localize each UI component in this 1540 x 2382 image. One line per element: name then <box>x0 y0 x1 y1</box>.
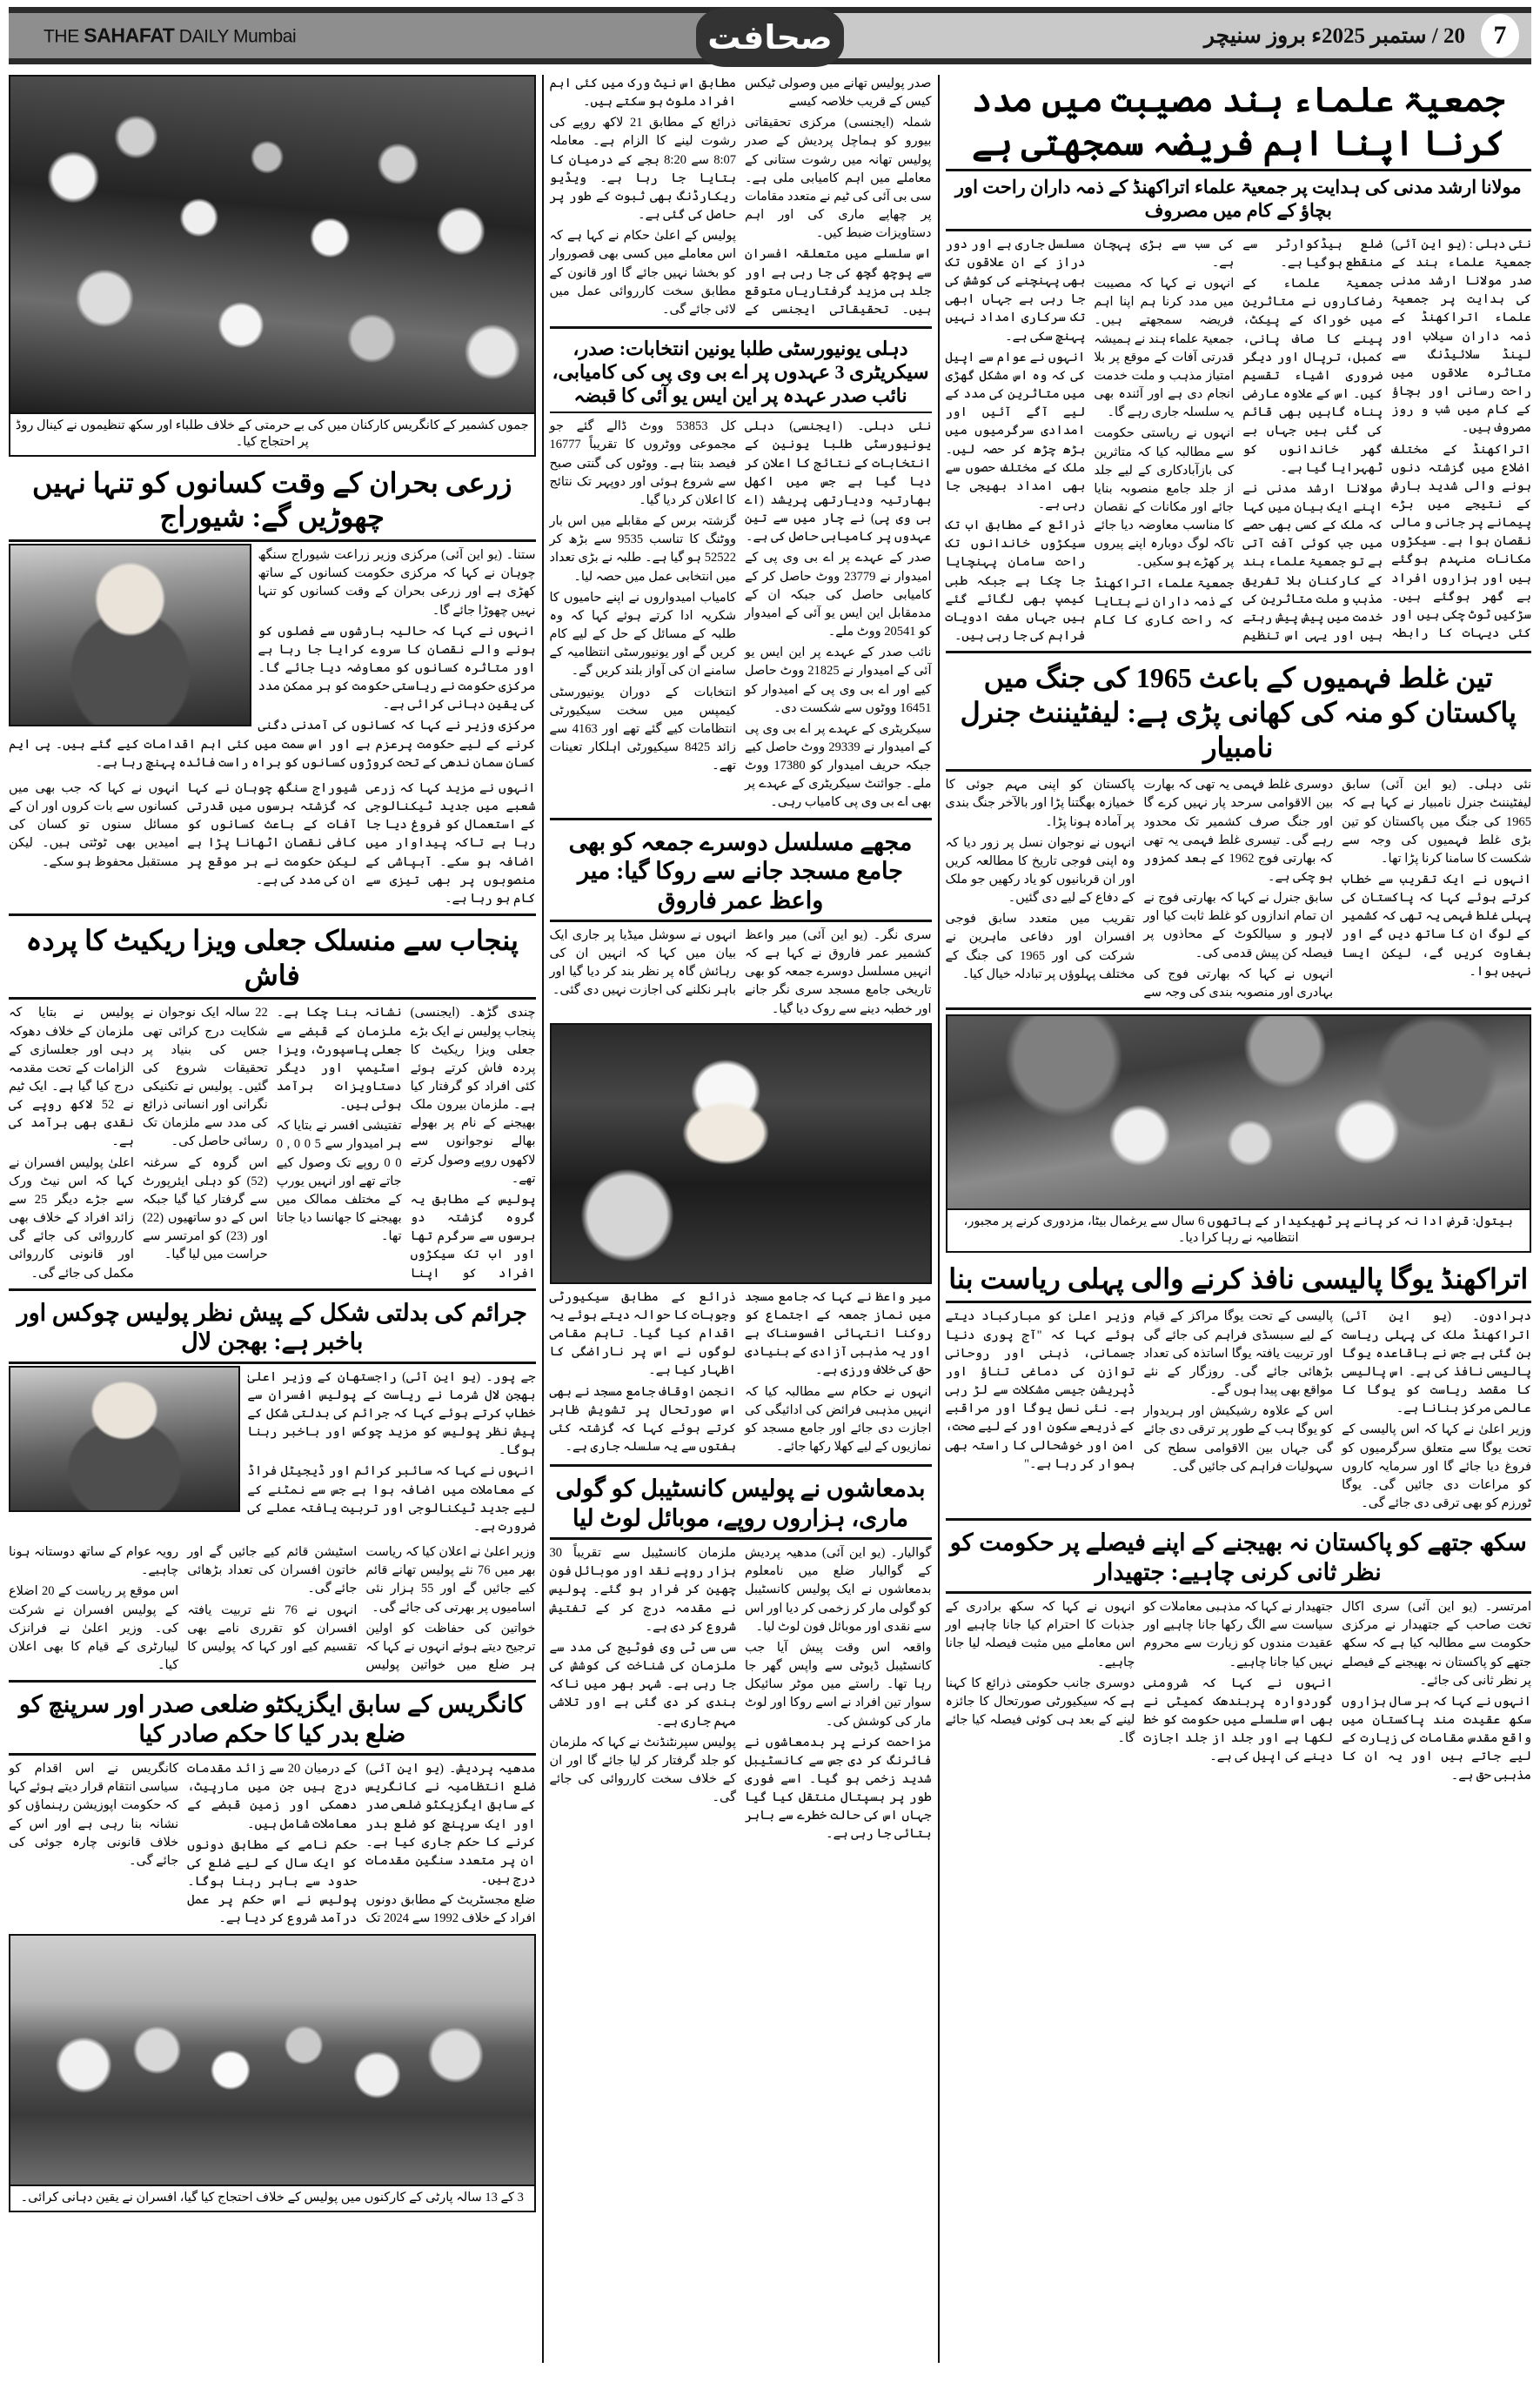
du-para: کامیاب امیدواروں نے اپنے حامیوں کا شکریہ ادا کرتے ہوئے کہا کہ وہ طلبہ کے مسائل کے حل کے لیے کام کریں گے اور یونیورسٹی انتظامیہ کے سامنے ان کی آواز بلند کریں گے۔ <box>549 590 736 679</box>
visa-para: 22 سالہ ایک نوجوان نے شکایت درج کرائی تھی جس کی بنیاد پر تحقیقات شروع کی گئیں۔ پولیس نے تکنیکی نگرانی اور انسانی ذرائع کی مدد سے ملزمان تک رسائی حاصل کی۔ <box>142 1006 268 1149</box>
protest-crowd-photo <box>9 75 536 414</box>
visa-para: تفتیشی افسر نے بتایا کہ ہر امیدوار سے 5 0 0 , 0 0 0 روپے تک وصول کیے جاتے تھے اور انہیں یورپ کے مختلف ممالک میں بھیجنے کا جھانسا دیا جاتا تھا۔ <box>276 1119 402 1244</box>
lead-para: اتراکھنڈ کے مختلف اضلاع میں گزشتہ دنوں ہونے والی شدید بارش کے نتیجے میں بڑے پیمانے پر جانی و مالی نقصان ہوا ہے۔ سیکڑوں مکانات منہدم ہوگئے ہیں اور ہزاروں افراد بے گھر ہوگئے ہیں۔ سڑکیں ٹوٹ چکی ہیں اور کئی دیہات کا رابطہ ضلع ہیڈکوارٹر سے منقطع ہوگیا ہے۔ <box>1242 237 1531 641</box>
shivraj-para: انہوں نے کہا کہ حالیہ بارشوں سے فصلوں کو ہونے والے نقصان کا سروے کرایا جا رہا ہے اور متاثرہ کسانوں کو معاوضہ دیا جائے گا۔ مرکزی حکومت نے ریاستی حکومت کو ہر ممکن مدد کی یقین دہانی کرائی ہے۔ <box>258 624 536 713</box>
mirwaiz-para: ذرائع کے مطابق سیکیورٹی وجوہات کا حوالہ دیتے ہوئے یہ اقدام کیا گیا۔ تاہم مقامی لوگوں نے اس پر ناراضگی کا اظہار کیا ہے۔ <box>549 1289 736 1378</box>
divider <box>9 1680 536 1683</box>
mirwaiz-para: انہوں نے سوشل میڈیا پر جاری ایک بیان میں کہا کہ انہیں ان کی رہائش گاہ پر نظر بند کر دیا گیا اور باہر نکلنے کی اجازت نہیں دی گئی۔ <box>549 928 736 998</box>
loot-para: گوالیار۔ (یو این آئی) مدھیہ پردیش کے گوالیار ضلع میں نامعلوم بدمعاشوں نے ایک پولیس کانسٹیبل کو گولی مار کر زخمی کر دیا اور اس سے نقدی اور موبائل فون لوٹ لیا۔ <box>745 1546 932 1634</box>
lead-para: جمعیۃ علماء اتراکھنڈ کے ذمہ داران نے بتایا کہ راحت کاری کا کام مسلسل جاری ہے اور دور دراز کے ان علاقوں تک بھی پہنچنے کی کوشش کی جا رہی ہے جہاں ابھی تک سرکاری امداد نہیں پہنچ سکی ہے۔ <box>945 237 1235 627</box>
sadar-para: شملہ (ایجنسی) مرکزی تحقیقاتی بیورو کو ہماچل پردیش کے صدر پولیس تھانہ میں رشوت ستانی کے معاملے میں اہم کامیابی ملی ہے۔ سی بی آئی کی ٹیم نے متعدد مقامات پر چھاپے ماری کی اور اہم دستاویزات ضبط کیں۔ <box>745 116 932 241</box>
sadar-para: اس سلسلے میں متعلقہ افسران سے پوچھ گچھ کی جا رہی ہے اور جلد ہی مزید گرفتاریاں متوقع ہیں۔ تحقیقاتی ایجنسی کے مطابق اس نیٹ ورک میں کئی اہم افراد ملوث ہو سکتے ہیں۔ <box>549 77 932 317</box>
du-para: صدر کے عہدے پر اے بی وی پی کے امیدوار نے 23779 ووٹ حاصل کر کے کامیابی حاصل کی جبکہ ان کے مدمقابل این ایس یو آئی کے امیدوار کو 20541 ووٹ ملے۔ <box>745 551 932 639</box>
lead-body <box>946 231 1532 646</box>
crime-para: اس موقع پر ریاست کے 20 اضلاع کے پولیس افسران نے شرکت کی۔ وزیر اعلیٰ نے فرانزک لیبارٹری کے قیام کا بھی اعلان کیا۔ <box>9 1584 179 1672</box>
divider <box>946 1007 1532 1010</box>
mirwaiz-headline: مجھے مسلسل دوسرے جمعہ کو بھی جامع مسجد جانے سے روکا گیا: میر واعظ عمر فاروق <box>550 825 932 922</box>
visa-para: اس گروہ کے سرغنہ (52) کو دہلی ایئرپورٹ سے گرفتار کیا گیا جبکہ اس کے دو ساتھیوں (22) اور (23) کو امرتسر سے حراست میں لیا گیا۔ <box>142 1155 268 1262</box>
masthead-right-panel <box>9 13 755 58</box>
nambiar-para: سابق جنرل نے کہا کہ بھارتی فوج نے ان تمام اندازوں کو غلط ثابت کیا اور لاہور و سیالکوٹ کے محاذوں پر فیصلہ کن پیش قدمی کی۔ <box>1143 891 1334 960</box>
lead-para: مولانا ارشد مدنی نے اپنے ایک بیان میں کہا کہ ملک کے کسی بھی حصے میں جب کوئی آفت آتی ہے تو جمعیۃ علماء ہند کے کارکنان بلا تفریق مذہب و ملت متاثرین کی خدمت میں پیش پیش رہتے ہیں اور یہی اس تنظیم کی سب سے بڑی پہچان ہے۔ <box>1094 237 1383 644</box>
loot-para: واقعہ اس وقت پیش آیا جب کانسٹیبل ڈیوٹی سے واپس گھر جا رہا تھا۔ راستے میں موٹر سائیکل سوار تین افراد نے اسے روکا اور لوٹ مار کی کوشش کی۔ <box>745 1640 932 1729</box>
congress-para: مدھیہ پردیش۔ (یو این آئی) ضلع انتظامیہ نے کانگریس کے سابق ایگزیکٹو ضلعی صدر اور ایک سرپنچ کو ضلع بدر کرنے کا حکم جاری کیا ہے۔ ان پر متعدد سنگین مقدمات درج ہیں۔ <box>365 1762 536 1886</box>
lead-headline: جمعیۃ علماء ہند مصیبت میں مدد کرنا اپنا اہم فریضہ سمجھتی ہے <box>946 75 1532 171</box>
mobile-loot-headline: بدمعاشوں نے پولیس کانسٹیبل کو گولی ماری، ہزاروں روپے، موبائل لوٹ لیا <box>550 1471 932 1540</box>
english-title-bold: SAHAFAT <box>84 23 175 47</box>
nambiar-para: انہوں نے نوجوان نسل پر زور دیا کہ وہ اپنی فوجی تاریخ کا مطالعہ کریں اور ان قربانیوں کو یاد رکھیں جو ملک کے دفاع کے لیے دی گئیں۔ <box>945 835 1135 906</box>
column-middle <box>542 75 938 2363</box>
divider <box>946 651 1532 653</box>
divider <box>9 1288 536 1291</box>
bhajanlal-photo <box>9 1366 240 1512</box>
newspaper-page <box>0 7 1540 2382</box>
du-para: گزشتہ برس کے مقابلے میں اس بار ووٹنگ کا تناسب 9535 سے بڑھ کر 52522 ہو گیا ہے۔ طلبہ نے بڑی تعداد میں انتخابی عمل میں حصہ لیا۔ <box>549 514 736 584</box>
du-para: سیکریٹری کے عہدے پر اے بی وی پی کے امیدوار نے 29339 ووٹ حاصل کیے جبکہ حریف امیدوار کو 17380 ووٹ ملے۔ جوائنٹ سیکریٹری کے عہدے پر بھی اے بی وی پی کامیاب رہی۔ <box>745 721 932 810</box>
mirwaiz-body <box>550 922 932 1019</box>
shivraj-article <box>9 542 536 908</box>
loot-para: سی سی ٹی وی فوٹیج کی مدد سے ملزمان کی شناخت کی کوشش کی جا رہی ہے۔ شہر بھر میں ناکہ بندی کر دی گئی ہے اور تلاشی مہم جاری ہے۔ <box>549 1640 736 1729</box>
masthead-date: 20 / ستمبر 2025ء بروز سنیچر <box>1203 24 1465 48</box>
page-content <box>9 75 1531 2363</box>
crime-police-body-cont <box>9 1539 536 1675</box>
sadar-para: صدر پولیس تھانے میں وصولی ٹیکس کیس کے قریب خلاصہ کیسے <box>745 77 932 110</box>
photo-image <box>10 1368 238 1510</box>
du-para: انتخابات کے دوران یونیورسٹی کیمپس میں سخت سیکیورٹی انتظامات کیے گئے تھے اور 4163 سے زائد 8425 سیکیورٹی اہلکار تعینات تھے۔ <box>549 685 736 773</box>
police-gathering-photo <box>9 1934 536 2186</box>
yoga-para: پالیسی کے تحت یوگا مراکز کے قیام کے لیے سبسڈی فراہم کی جائے گی اور تربیت یافتہ یوگا اساتذہ کی تعداد بڑھائی جائے گی۔ روزگار کے نئے مواقع بھی پیدا ہوں گے۔ <box>1143 1309 1334 1398</box>
sadar-para: ذرائع کے مطابق 21 لاکھ روپے کی رشوت لینے کا الزام ہے۔ معاملہ 8:07 سے 8:20 بجے کے درمیان کا بتایا جا رہا ہے۔ ویڈیو ریکارڈنگ بھی ثبوت کے طور پر حاصل کی گئی ہے۔ <box>549 116 736 223</box>
lead-para: انہوں نے ریاستی حکومت سے مطالبہ کیا کہ متاثرین کی بازآبادکاری کے لیے جلد از جلد جامع منصوبہ بنایا جائے اور مکانات کے نقصان کا مناسب معاوضہ دیا جائے تاکہ لوگ دوبارہ اپنے پیروں پر کھڑے ہو سکیں۔ <box>1094 426 1235 570</box>
lead-para: انہوں نے کہا کہ مصیبت میں مدد کرنا ہم اپنا اہم فریضہ سمجھتے ہیں۔ جمعیۃ علماء ہند نے ہمیشہ قدرتی آفات کے موقع پر بلا امتیاز مذہب و ملت خدمت انجام دی ہے اور آئندہ بھی یہ سلسلہ جاری رہے گا۔ <box>1094 277 1235 420</box>
sikh-para: انہوں نے کہا کہ شرومنی گوردوارہ پربندھک کمیٹی نے بھی اس سلسلے میں حکومت کو خط لکھا ہے اور جلد از جلد اجازت دینے کی اپیل کی ہے۔ <box>1143 1676 1334 1764</box>
nambiar-para: تقریب میں متعدد سابق فوجی افسران اور دفاعی ماہرین نے شرکت کی اور 1965 کی جنگ کے مختلف پہلوؤں پر تبادلہ خیال کیا۔ <box>945 912 1135 981</box>
visa-para: چندی گڑھ۔ (ایجنسی) پنجاب پولیس نے ایک بڑے جعلی ویزا ریکیٹ کا پردہ فاش کرتے ہوئے کئی افراد کو گرفتار کیا ہے۔ ملزمان بیرون ملک بھیجنے کے نام پر بھولے بھالے نوجوانوں سے لاکھوں روپے وصول کرتے تھے۔ <box>410 1006 536 1186</box>
divider <box>9 913 536 916</box>
sikh-jatha-headline: سکھ جتھے کو پاکستان نہ بھیجنے کے اپنے فیصلے پر حکومت کو نظر ثانی کرنی چاہیے: جتھیدار <box>946 1525 1532 1594</box>
congress-para: کانگریس نے اس اقدام کو سیاسی انتقام قرار دیتے ہوئے کہا کہ حکومت اپوزیشن رہنماؤں کو نشانہ بنا رہی ہے اور اس کے خلاف قانونی چارہ جوئی کی جائے گی۔ <box>9 1762 179 1868</box>
shivraj-photo <box>9 544 251 726</box>
masthead-bar <box>9 13 1531 58</box>
bhajanlal-portrait <box>9 1366 240 1512</box>
lead-subheadline: مولانا ارشد مدنی کی ہدایت پر جمعیۃ علماء اتراکھنڈ کے ذمہ داران راحت اور بچاؤ کے کام میں مصروف <box>946 171 1532 231</box>
loot-para: پولیس سپرنٹنڈنٹ نے کہا کہ ملزمان کو جلد گرفتار کر لیا جائے گا اور ان کے خلاف سخت کارروائی کی جائے گی۔ <box>549 1735 736 1805</box>
congress-para: حکم نامے کے مطابق دونوں کو ایک سال کے لیے ضلع کی حدود سے باہر رہنا ہوگا۔ پولیس نے اس حکم پر عمل درآمد شروع کر دیا ہے۔ <box>187 1837 358 1926</box>
lead-para: جمعیۃ علماء کے رضاکاروں نے متاثرین میں خوراک کے پیکٹ، پینے کا صاف پانی، کمبل، ترپال اور دیگر ضروری اشیاء تقسیم کیں۔ اس کے علاوہ عارضی پناہ گاہیں بھی قائم کی گئی ہیں جہاں بے گھر خاندانوں کو ٹھہرایا گیا ہے۔ <box>1242 277 1383 475</box>
english-title-post: DAILY Mumbai <box>174 26 297 47</box>
shivraj-para: ستنا۔ (یو این آئی) مرکزی وزیر زراعت شیوراج سنگھ چوہان نے کہا کہ مرکزی حکومت کسانوں کے ساتھ کھڑی ہے اور زرعی بحران کے وقت کسانوں کو تنہا نہیں چھوڑا جائے گا۔ <box>258 548 536 618</box>
congress-expelled-headline: کانگریس کے سابق ایگزیکٹو ضلعی صدر اور سرپنچ کو ضلع بدر کیا کا حکم صادر کیا <box>9 1687 536 1756</box>
mirwaiz-photo <box>550 1023 932 1284</box>
betul-photo-caption: بیتول: قرض ادا نہ کر پانے پر ٹھیکیدار کے ہاتھوں 6 سال سے یرغمال بیٹا، مزدوری کرنے پر مجبور، انتظامیہ نے رہا کرا دیا۔ <box>946 1210 1532 1253</box>
du-para: نئی دہلی۔ (ایجنسی) دہلی یونیورسٹی طلبا یونین کے انتخابات کے نتائج کا اعلان کر دیا گیا ہے جس میں اکھل بھارتیہ ودیارتھی پریشد (اے بی وی پی) نے چار میں سے تین عہدوں پر کامیابی حاصل کی ہے۔ <box>745 419 932 545</box>
shivraj-headline: زرعی بحران کے وقت کسانوں کو تنہا نہیں چھوڑیں گے: شیوراج <box>9 463 536 542</box>
shivraj-para: انہوں نے مزید کہا کہ زرعی شعبے میں جدید ٹیکنالوجی کے استعمال کو فروغ دیا جا رہا ہے تاکہ پیداوار میں اضافہ ہو سکے۔ آبپاشی کے منصوبوں پر بھی تیزی سے کام ہو رہا ہے۔ <box>365 780 536 906</box>
lead-para: نئی دہلی : (یو این آئی) جمعیۃ علماء ہند کے صدر مولانا ارشد مدنی کی ہدایت پر جمعیۃ علماء اتراکھنڈ کے ذمہ داران سیلاب اور لینڈ سلائیڈنگ سے متاثرہ علاقوں میں راحت رسانی اور بچاؤ کے کام میں شب و روز مصروف ہیں۔ <box>1391 237 1531 436</box>
shivraj-portrait <box>9 544 251 726</box>
column-right <box>938 75 1532 2363</box>
photo-image <box>10 545 250 725</box>
masthead-left-panel <box>755 13 1532 58</box>
shivraj-para: مرکزی وزیر نے کہا کہ کسانوں کی آمدنی دگنی کرنے کے لیے حکومت پرعزم ہے اور اس سمت میں کئی اہم اقدامات کیے گئے ہیں۔ پی ایم کسان سمان ندھی کے تحت کروڑوں کسانوں کو براہ راست فائدہ پہنچ رہا ہے۔ <box>9 719 536 770</box>
page-number-badge: 7 <box>1481 14 1519 57</box>
nambiar-para: انہوں نے ایک تقریب سے خطاب کرتے ہوئے کہا کہ پاکستان کی پہلی غلط فہمی یہ تھی کہ کشمیر کے لوگ ان کا ساتھ دیں گے اور بغاوت کریں گے، لیکن ایسا نہیں ہوا۔ <box>1342 873 1531 979</box>
nambiar-para: دوسری غلط فہمی یہ تھی کہ بھارت بین الاقوامی سرحد پار نہیں کرے گا اور جنگ صرف کشمیر تک محدود رہے گی۔ تیسری غلط فہمی یہ تھی کہ بھارتی فوج 1962 کے بعد کمزور ہو چکی ہے۔ <box>1143 778 1334 885</box>
sikh-para: انہوں نے کہا کہ ہر سال ہزاروں سکھ عقیدت مند پاکستان میں واقع مقدس مقامات کی زیارت کے لیے جاتے ہیں اور یہ ان کا مذہبی حق ہے۔ <box>1342 1694 1531 1783</box>
sikh-jatha-body <box>946 1594 1532 1785</box>
sikh-para: امرتسر۔ (یو این آئی) سری اکال تخت صاحب کے جتھیدار نے مرکزی حکومت سے مطالبہ کیا ہے کہ سکھ جتھے کو پاکستان نہ بھیجنے کے فیصلے پر نظر ثانی کی جائے۔ <box>1342 1600 1531 1688</box>
crime-para: انہوں نے کہا کہ سائبر کرائم اور ڈیجیٹل فراڈ کے معاملات میں اضافہ ہوا ہے جس سے نمٹنے کے لیے جدید ٹیکنالوجی اور تربیت یافتہ عملے کی ضرورت ہے۔ <box>247 1464 536 1534</box>
visa-racket-headline: پنجاب سے منسلک جعلی ویزا ریکیٹ کا پردہ فاش <box>9 920 536 1000</box>
crime-para: وزیر اعلیٰ نے اعلان کیا کہ ریاست بھر میں 76 نئے پولیس تھانے قائم کیے جائیں گے اور 55 ہزار نئی اسامیوں پر بھرتی کی جائے گی۔ <box>365 1545 536 1615</box>
mirwaiz-body-cont <box>550 1284 932 1459</box>
divider <box>550 1464 932 1467</box>
yoga-para: وزیر اعلیٰ کو مبارکباد دیتے ہوئے کہا کہ "آج پوری دنیا جسمانی، ذہنی اور روحانی توازن کی دماغی تناؤ اور ڈپریشن جیسی مشکلات سے لڑ رہی ہے۔ نئی نسل یوگا اور مراقبے کے ذریعے سکون اور کے لیے صحت، امن اور خوشحالی کا راستہ بھی ہموار کر رہا ہے۔" <box>945 1309 1135 1471</box>
du-elections-body <box>550 413 932 812</box>
english-title-pre: THE <box>44 26 84 47</box>
divider <box>946 1518 1532 1521</box>
photo-image <box>947 1016 1530 1208</box>
yoga-para: اس کے علاوہ رشیکیش اور ہریدوار کو یوگا ہب کے طور پر ترقی دی جائے گی جہاں بین الاقوامی سطح کی سہولیات فراہم کی جائیں گی۔ <box>1143 1404 1334 1474</box>
visa-para: پولیس نے بتایا کہ ملزمان کے خلاف دھوکہ دہی اور جعلسازی کے الزامات کے تحت مقدمہ درج کیا گیا ہے۔ ایک ٹیم نے 52 لاکھ روپے کی نقدی بھی برآمد کی ہے۔ <box>9 1006 134 1149</box>
sikh-para: جتھیدار نے کہا کہ مذہبی معاملات کو سیاست سے الگ رکھا جانا چاہیے اور عقیدت مندوں کو زیارت سے محروم نہیں کیا جانا چاہیے۔ <box>1143 1600 1334 1669</box>
nambiar-para: انہوں نے کہا کہ بھارتی فوج کی بہادری اور منصوبہ بندی کی وجہ سے پاکستان کو اپنی مہم جوئی کا خمیازہ بھگتنا پڑا اور بالآخر جنگ بندی پر آمادہ ہونا پڑا۔ <box>945 778 1334 1000</box>
congress-expelled-body <box>9 1756 536 1928</box>
masthead <box>9 7 1531 70</box>
crime-police-headline: جرائم کی بدلتی شکل کے پیش نظر پولیس چوکس اور باخبر ہے: بھجن لال <box>9 1295 536 1364</box>
protest-photo-caption: جموں کشمیر کے کانگریس کارکنان میں کی بے حرمتی کے خلاف طلباء اور سکھ تنظیموں نے کینال روڈ پر احتجاج کیا۔ <box>9 414 536 457</box>
mirwaiz-para: سری نگر۔ (یو این آئی) میر واعظ کشمیر عمر فاروق نے کہا ہے کہ انہیں مسلسل دوسرے جمعہ کو بھی تاریخی جامع مسجد سری نگر جانے اور خطبہ دینے سے روک دیا گیا۔ <box>745 928 932 1016</box>
du-para: کل 53853 ووٹ ڈالے گئے جو مجموعی ووٹروں کا تقریباً 16777 فیصد بنتا ہے۔ ووٹوں کی گنتی صبح سے شروع ہوئی اور دوپہر تک نتائج کا اعلان کر دیا گیا۔ <box>549 419 736 507</box>
sahafat-logo <box>696 8 844 67</box>
crime-para: خواتین کی حفاظت کو اولین ترجیح دیتے ہوئے انہوں نے کہا کہ ہر ضلع میں خواتین پولیس اسٹیشن قائم کیے جائیں گے اور خاتون افسران کی تعداد بڑھائی جائے گی۔ <box>187 1545 536 1672</box>
yoga-policy-headline: اتراکھنڈ یوگا پالیسی نافذ کرنے والی پہلی ریاست بنا <box>946 1259 1532 1304</box>
sikh-para: دوسری جانب حکومتی ذرائع کا کہنا ہے کہ سیکیورٹی صورتحال کا جائزہ لینے کے بعد ہی کوئی فیصلہ کیا جائے گا۔ <box>945 1676 1135 1746</box>
nambiar-headline: تین غلط فہمیوں کے باعث 1965 کی جنگ میں پاکستان کو منہ کی کھانی پڑی ہے: لیفٹیننٹ جنرل نامبیار <box>946 658 1532 772</box>
crime-para: جے پور۔ (یو این آئی) راجستھان کے وزیر اعلیٰ بھجن لال شرما نے ریاست کے پولیس افسران سے خطاب کرتے ہوئے کہا کہ جرائم کی بدلتی شکل کے پیش نظر پولیس کو مزید چوکس اور باخبر رہنا ہوگا۔ <box>247 1369 536 1458</box>
mobile-loot-body <box>550 1540 932 1844</box>
sadar-police-body <box>550 75 932 321</box>
du-elections-headline: دہلی یونیورسٹی طلبا یونین انتخابات: صدر، سیکریٹری 3 عہدوں پر اے بی وی پی کی کامیابی، نائب صدر عہدہ پر این ایس یو آئی کا قبضہ <box>550 333 932 414</box>
mirwaiz-para: انجمن اوقاف جامع مسجد نے بھی اس صورتحال پر تشویش ظاہر کرتے ہوئے کہا کہ گزشتہ کئی ہفتوں سے یہ سلسلہ جاری ہے۔ <box>549 1384 736 1455</box>
photo-image <box>10 77 534 412</box>
divider <box>550 818 932 820</box>
column-left <box>9 75 542 2363</box>
betul-rescue-photo <box>946 1014 1532 1210</box>
visa-racket-body <box>9 1000 536 1282</box>
visa-para: پولیس کے مطابق یہ گروہ گزشتہ دو برسوں سے سرگرم تھا اور اب تک سیکڑوں افراد کو اپنا نشانہ بنا چکا ہے۔ ملزمان کے قبضے سے جعلی پاسپورٹ، ویزا اسٹیمپ اور دیگر دستاویزات برآمد ہوئی ہیں۔ <box>276 1006 536 1281</box>
mirwaiz-para: انہوں نے حکام سے مطالبہ کیا کہ انہیں مذہبی فرائض کی ادائیگی کی اجازت دی جائے اور جامع مسجد کو نمازیوں کے لیے کھلا رکھا جائے۔ <box>745 1384 932 1455</box>
yoga-para: وزیر اعلیٰ نے کہا کہ اس پالیسی کے تحت یوگا سے متعلق سرگرمیوں کو فروغ دیا جائے گا اور سرمایہ کاروں کو مراعات دی جائیں گی۔ یوگا ٹورزم کو بھی ترقی دی جائے گی۔ <box>1342 1422 1531 1511</box>
loot-para: ملزمان کانسٹیبل سے تقریباً 30 ہزار روپے نقد اور موبائل فون چھین کر فرار ہو گئے۔ پولیس نے مقدمہ درج کر کے تفتیش شروع کر دی ہے۔ <box>549 1546 736 1634</box>
crime-police-article <box>9 1364 536 1676</box>
mirwaiz-para: میر واعظ نے کہا کہ جامع مسجد میں نماز جمعہ کے اجتماع کو روکنا انتہائی افسوسناک ہے اور یہ مذہبی آزادی کے بنیادی حق کی خلاف ورزی ہے۔ <box>745 1289 932 1378</box>
lead-para: ذرائع کے مطابق اب تک سیکڑوں خاندانوں تک راحت سامان پہنچایا جا چکا ہے جبکہ طبی کیمپ بھی لگائے گئے ہیں جہاں مفت ادویات فراہم کی جا رہی ہیں۔ <box>945 519 1086 644</box>
photo-image <box>10 1936 534 2185</box>
divider <box>550 326 932 329</box>
police-photo-caption: 3 کے 13 سالہ پارٹی کے کارکنوں میں پولیس کے خلاف احتجاج کیا گیا، افسران نے یقین دہانی کرائی۔ <box>9 2186 536 2212</box>
lead-para: انہوں نے عوام سے اپیل کی کہ وہ اس مشکل گھڑی میں متاثرین کی مدد کے لیے آگے آئیں اور امدادی سرگرمیوں میں بڑھ چڑھ کر حصہ لیں۔ ملک کے مختلف حصوں سے بھی امداد بھیجی جا رہی ہے۔ <box>945 350 1086 512</box>
logo-text: صحافت <box>707 18 833 57</box>
sadar-para: پولیس کے اعلیٰ حکام نے کہا ہے کہ اس معاملے میں کسی بھی قصوروار کو بخشا نہیں جائے گا اور قانون کے مطابق سخت کارروائی عمل میں لائی جائے گی۔ <box>549 229 736 317</box>
photo-image <box>552 1025 930 1282</box>
yoga-policy-body <box>946 1303 1532 1513</box>
yoga-para: دہرادون۔ (یو این آئی) اتراکھنڈ ملک کی پہلی ریاست بن گئی ہے جس نے باقاعدہ یوگا پالیسی نافذ کی ہے۔ اس پالیسی کا مقصد ریاست کو یوگا کا عالمی مرکز بنانا ہے۔ <box>1342 1309 1531 1416</box>
shivraj-para: شیوراج سنگھ چوہان نے کہا کہ گزشتہ برسوں میں قدرتی آفات کے باعث کسانوں کو کافی نقصان اٹھانا پڑا ہے لیکن حکومت نے ہر موقع پر ان کی مدد کی ہے۔ <box>187 780 358 887</box>
shivraj-body-cont <box>9 775 536 908</box>
nambiar-para: نئی دہلی۔ (یو این آئی) سابق لیفٹیننٹ جنرل نامبیار نے کہا ہے کہ 1965 کی جنگ میں پاکستان کو تین بڑی غلط فہمیوں کی وجہ سے شکست کا سامنا کرنا پڑا تھا۔ <box>1342 778 1531 866</box>
loot-para: مزاحمت کرنے پر بدمعاشوں نے فائرنگ کر دی جس سے کانسٹیبل شدید زخمی ہو گیا۔ اسے فوری طور پر ہسپتال منتقل کیا گیا جہاں اس کی حالت خطرے سے باہر بتائی جا رہی ہے۔ <box>745 1735 932 1842</box>
du-para: نائب صدر کے عہدے پر این ایس یو آئی کے امیدوار نے 21825 ووٹ حاصل کیے اور اے بی وی پی کے امیدوار کو 16451 ووٹوں سے شکست دی۔ <box>745 646 932 715</box>
shivraj-para: انہوں نے کہا کہ جب بھی میں کسانوں سے بات کروں اور ان کے مسائل سنوں تو کسان کی امیدیں بھی ٹوٹتی ہیں۔ لیکن مستقبل محفوظ ہو سکے۔ <box>9 780 179 869</box>
congress-para: ضلع مجسٹریٹ کے مطابق دونوں افراد کے خلاف 1992 سے 2024 تک کے درمیان 20 سے زائد مقدمات درج ہیں جن میں مارپیٹ، دھمکی اور زمین قبضے کے معاملات شامل ہیں۔ <box>187 1762 536 1926</box>
visa-para: اعلیٰ پولیس افسران نے کہا کہ اس نیٹ ورک سے جڑے دیگر 25 سے زائد افراد کے خلاف بھی کارروائی کی جائے گی اور قانونی کارروائی مکمل کی جائے گی۔ <box>9 1155 134 1281</box>
crime-para: انہوں نے 76 نئے تربیت یافتہ افسران کو تقرری نامے بھی تقسیم کیے اور کہا کہ پولیس کا رویہ عوام کے ساتھ دوستانہ ہونا چاہیے۔ <box>9 1545 358 1654</box>
sikh-para: انہوں نے کہا کہ سکھ برادری کے جذبات کا احترام کیا جانا چاہیے اور اس معاملے میں مثبت فیصلہ لیا جانا چاہیے۔ <box>945 1600 1135 1669</box>
masthead-english-title <box>44 24 296 48</box>
nambiar-body <box>946 772 1532 1002</box>
